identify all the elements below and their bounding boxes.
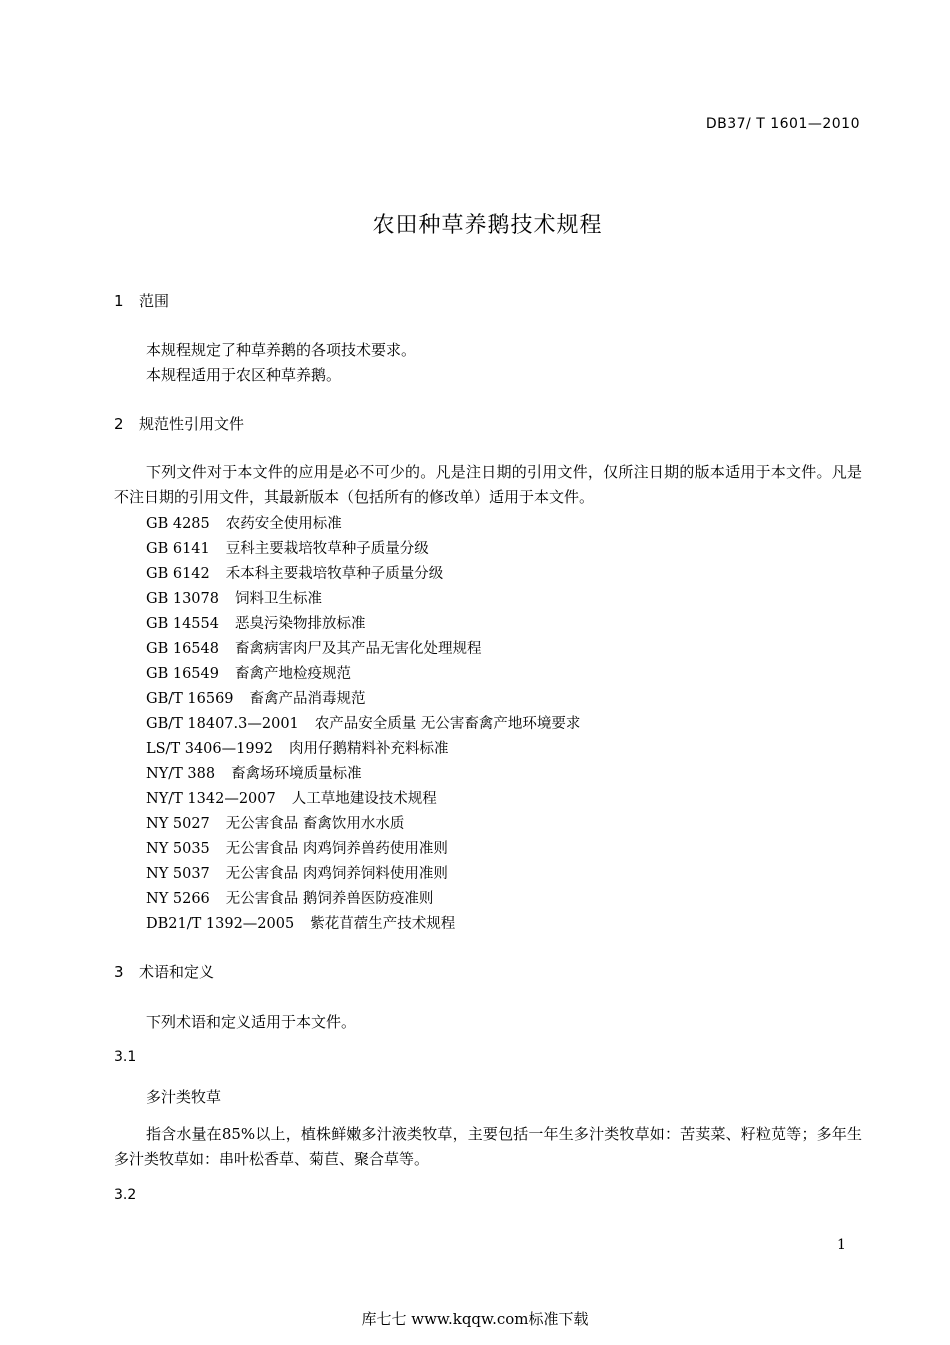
section-heading-terms [114, 961, 214, 982]
section-heading-scope [114, 290, 169, 311]
reference-item [146, 587, 322, 608]
section-number: 2 [114, 415, 124, 433]
section-heading-references [114, 413, 244, 434]
reference-code: GB 16548 [146, 641, 219, 657]
reference-code: NY 5027 [146, 816, 210, 832]
reference-title: 恶臭污染物排放标准 [234, 616, 366, 632]
reference-item [146, 612, 365, 633]
clause-number: 3.2 [114, 1187, 137, 1203]
section-number: 3 [114, 963, 124, 981]
reference-title: 畜禽产品消毒规范 [249, 691, 366, 707]
reference-item [146, 687, 366, 708]
reference-item [146, 662, 351, 683]
page-number: 1 [837, 1237, 846, 1253]
reference-item [146, 537, 429, 558]
reference-code: GB 14554 [146, 616, 219, 632]
term-definition: 指含水量在85%以上，植株鲜嫩多汁液类牧草，主要包括一年生多汁类牧草如：苦荬菜、籽粒苋等；多年生多汁类牧草如：串叶松香草、菊苣、聚合草等。 [114, 1125, 862, 1168]
reference-title: 肉用仔鹅精料补充料标准 [289, 741, 449, 757]
reference-code: GB 4285 [146, 516, 210, 532]
reference-item [146, 562, 443, 583]
references-intro: 下列文件对于本文件的应用是必不可少的。凡是注日期的引用文件，仅所注日期的版本适用于本文件。凡是不注日期的引用文件，其最新版本（包括所有的修改单）适用于本文件。 [114, 463, 862, 506]
scope-line-1: 本规程规定了种草养鹅的各项技术要求。 [146, 341, 417, 359]
reference-title: 畜禽产地检疫规范 [234, 666, 351, 682]
reference-title: 农药安全使用标准 [225, 516, 342, 532]
reference-title: 无公害食品 畜禽饮用水水质 [225, 816, 405, 832]
reference-code: NY/T 388 [146, 766, 216, 782]
reference-code: NY 5266 [146, 891, 210, 907]
terms-intro: 下列术语和定义适用于本文件。 [146, 1013, 357, 1031]
footer-watermark: 库七七 www.kqqw.com标准下载 [361, 1310, 589, 1328]
reference-code: GB 6141 [146, 541, 210, 557]
section-title: 术语和定义 [139, 963, 215, 981]
reference-item [146, 712, 580, 733]
reference-title: 无公害食品 鹅饲养兽医防疫准则 [225, 891, 434, 907]
reference-title: 紫花苜蓿生产技术规程 [310, 916, 456, 932]
section-title: 范围 [139, 292, 170, 310]
reference-item [146, 737, 449, 758]
section-title: 规范性引用文件 [139, 415, 245, 433]
section-number: 1 [114, 292, 124, 310]
term-name: 多汁类牧草 [146, 1088, 222, 1106]
document-title: 农田种草养鹅技术规程 [372, 213, 603, 238]
reference-item [146, 862, 448, 883]
reference-item [146, 512, 342, 533]
reference-code: GB 16549 [146, 666, 219, 682]
reference-code: GB/T 18407.3—2001 [146, 716, 299, 732]
reference-title: 豆科主要栽培牧草种子质量分级 [225, 541, 429, 557]
scope-line-2: 本规程适用于农区种草养鹅。 [146, 366, 342, 384]
reference-title: 农产品安全质量 无公害畜禽产地环境要求 [314, 716, 581, 732]
reference-code: LS/T 3406—1992 [146, 741, 274, 757]
reference-item [146, 762, 362, 783]
reference-title: 无公害食品 肉鸡饲养饲料使用准则 [225, 866, 448, 882]
reference-item [146, 787, 437, 808]
clause-number: 3.1 [114, 1049, 137, 1065]
reference-code: NY 5035 [146, 841, 210, 857]
reference-title: 禾本科主要栽培牧草种子质量分级 [225, 566, 444, 582]
reference-title: 饲料卫生标准 [234, 591, 322, 607]
document-code: DB37/ T 1601—2010 [705, 116, 860, 132]
reference-item [146, 912, 455, 933]
reference-code: GB 6142 [146, 566, 210, 582]
reference-code: NY 5037 [146, 866, 210, 882]
reference-title: 畜禽场环境质量标准 [231, 766, 362, 782]
reference-title: 人工草地建设技术规程 [291, 791, 437, 807]
reference-item [146, 637, 481, 658]
reference-code: GB/T 16569 [146, 691, 234, 707]
reference-title: 无公害食品 肉鸡饲养兽药使用准则 [225, 841, 448, 857]
reference-item [146, 812, 404, 833]
reference-code: DB21/T 1392—2005 [146, 916, 295, 932]
reference-item [146, 887, 433, 908]
reference-item [146, 837, 448, 858]
reference-code: NY/T 1342—2007 [146, 791, 276, 807]
reference-code: GB 13078 [146, 591, 219, 607]
reference-title: 畜禽病害肉尸及其产品无害化处理规程 [234, 641, 482, 657]
